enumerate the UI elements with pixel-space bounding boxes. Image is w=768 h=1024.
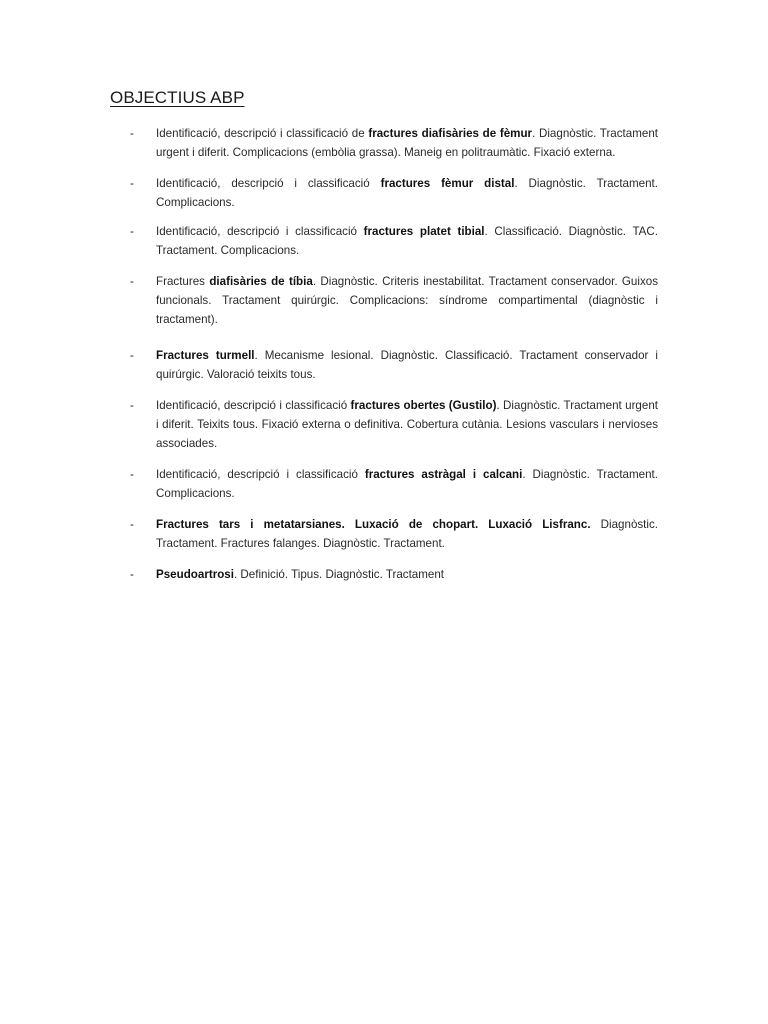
bullet-dash: -: [130, 518, 134, 531]
bullet-dash: -: [130, 225, 134, 238]
bullet-dash: -: [130, 127, 134, 140]
list-item: [130, 396, 658, 453]
bullet-dash: -: [130, 399, 134, 412]
bullet-dash: -: [130, 568, 134, 581]
bullet-dash: -: [130, 275, 134, 288]
item-text: . Diagnòstic. Tractament. Complicacions.: [156, 468, 659, 500]
item-text: . Diagnòstic. Criteris inestabilitat. Tractament conservador. Guixos funcionals. Tractament quirúrgic. Complicacions: síndrome compartimental (diagnòstic i tractament).: [156, 275, 658, 326]
item-text: . Mecanisme lesional. Diagnòstic. Classificació. Tractament conservador i quirúrgic. Valoració teixits tous.: [156, 349, 659, 381]
bullet-dash: -: [130, 177, 134, 190]
bullet-dash: -: [130, 468, 134, 481]
item-text: Fractures: [156, 275, 210, 288]
list-item: [130, 222, 658, 260]
list-item: [130, 515, 658, 553]
list-item: [130, 174, 658, 212]
item-bold-text: fractures obertes (Gustilo): [350, 399, 497, 412]
objectives-list: [130, 124, 658, 584]
item-text: Identificació, descripció i classificació: [156, 468, 365, 481]
item-bold-text: fractures astràgal i calcani: [364, 468, 523, 481]
item-bold-text: fractures platet tibial: [363, 225, 485, 238]
item-text: Identificació, descripció i classificació: [156, 399, 351, 412]
list-item: [130, 465, 658, 503]
list-item: [130, 272, 658, 329]
item-bold-text: diafisàries de tíbia: [209, 275, 313, 288]
list-item: [130, 124, 658, 162]
item-bold-text: Fractures turmell: [156, 349, 255, 362]
item-text: . Diagnòstic. Tractament urgent i diferit. Complicacions (embòlia grassa). Maneig en politraumàtic. Fixació externa.: [156, 127, 658, 159]
item-bold-text: Fractures tars i metatarsianes. Luxació de chopart. Luxació Lisfranc.: [156, 518, 591, 531]
item-bold-text: fractures diafisàries de fèmur: [368, 127, 533, 140]
item-text: . Diagnòstic. Tractament. Complicacions.: [156, 177, 658, 209]
item-text: Identificació, descripció i classificació: [156, 177, 381, 190]
page-title: OBJECTIUS ABP: [110, 88, 245, 107]
item-text: Identificació, descripció i classificació: [156, 225, 364, 238]
item-text: . Classificació. Diagnòstic. TAC. Tractament. Complicacions.: [156, 225, 658, 257]
item-text: . Diagnòstic. Tractament urgent i diferit. Teixits tous. Fixació externa o definitiva. Cobertura cutània. Lesions vasculars i nervioses associades.: [156, 399, 658, 450]
item-bold-text: fractures fèmur distal: [380, 177, 515, 190]
item-text: Diagnòstic. Tractament. Fractures falanges. Diagnòstic. Tractament.: [156, 518, 658, 550]
bullet-dash: -: [130, 349, 134, 362]
list-item: [130, 346, 658, 384]
item-text: . Definició. Tipus. Diagnòstic. Tractament: [233, 568, 445, 581]
item-bold-text: Pseudoartrosi: [156, 568, 234, 581]
item-text: Identificació, descripció i classificació de: [156, 127, 369, 140]
list-item: [130, 565, 658, 584]
